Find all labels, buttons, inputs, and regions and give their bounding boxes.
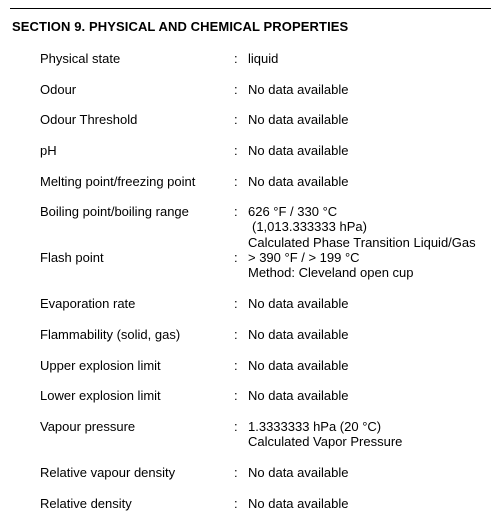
top-rule [10, 8, 491, 9]
colon-separator: : [234, 419, 238, 434]
property-value [248, 143, 348, 158]
property-label: Odour Threshold [40, 112, 138, 127]
property-value-line: (1,013.333333 hPa) [252, 219, 367, 234]
property-value-line: Method: Cleveland open cup [248, 265, 414, 280]
property-value [248, 174, 348, 189]
property-value [248, 419, 402, 449]
property-value-line: No data available [248, 496, 349, 511]
property-value [248, 388, 348, 403]
property-label: Relative density [40, 496, 132, 511]
colon-separator: : [234, 496, 238, 511]
property-value [248, 82, 348, 97]
colon-separator: : [234, 327, 238, 342]
colon-separator: : [234, 358, 238, 373]
property-label: Boiling point/boiling range [40, 204, 189, 219]
property-value [248, 358, 348, 373]
property-value [248, 496, 348, 511]
property-value-line: No data available [248, 465, 349, 480]
property-value-line: No data available [248, 112, 349, 127]
property-value-line: Calculated Phase Transition Liquid/Gas [248, 235, 476, 250]
colon-separator: : [234, 51, 238, 66]
colon-separator: : [234, 112, 238, 127]
colon-separator: : [234, 388, 238, 403]
colon-separator: : [234, 174, 238, 189]
property-value-line: No data available [248, 143, 349, 158]
section-title: SECTION 9. PHYSICAL AND CHEMICAL PROPERTIES [12, 19, 349, 34]
property-value-line: 1.3333333 hPa (20 °C) [248, 419, 382, 434]
colon-separator: : [234, 250, 238, 265]
colon-separator: : [234, 204, 238, 219]
property-label: Odour [40, 82, 77, 97]
property-value [248, 204, 367, 234]
property-label: Flammability (solid, gas) [40, 327, 181, 342]
property-value-line: No data available [248, 82, 349, 97]
property-value-line: > 390 °F / > 199 °C [248, 250, 360, 265]
property-value-line: No data available [248, 327, 349, 342]
property-label: Evaporation rate [40, 296, 136, 311]
colon-separator: : [234, 143, 238, 158]
colon-separator: : [234, 465, 238, 480]
colon-separator: : [234, 296, 238, 311]
property-value [248, 51, 278, 66]
property-value-line: Calculated Vapor Pressure [248, 434, 403, 449]
property-value [248, 235, 476, 280]
property-label: Vapour pressure [40, 419, 136, 434]
property-value-line: No data available [248, 296, 349, 311]
property-label: Relative vapour density [40, 465, 176, 480]
property-label: Flash point [40, 250, 104, 265]
property-value [248, 112, 348, 127]
property-value-line: liquid [248, 51, 279, 66]
property-value-line: No data available [248, 358, 349, 373]
property-label: Upper explosion limit [40, 358, 161, 373]
property-label: pH [40, 143, 57, 158]
property-value-line: No data available [248, 174, 349, 189]
property-label: Lower explosion limit [40, 388, 161, 403]
property-value-line: No data available [248, 388, 349, 403]
colon-separator: : [234, 82, 238, 97]
property-value [248, 327, 348, 342]
property-label: Physical state [40, 51, 121, 66]
property-value-line: 626 °F / 330 °C [248, 204, 338, 219]
property-value [248, 465, 348, 480]
property-value [248, 296, 348, 311]
property-label: Melting point/freezing point [40, 174, 196, 189]
